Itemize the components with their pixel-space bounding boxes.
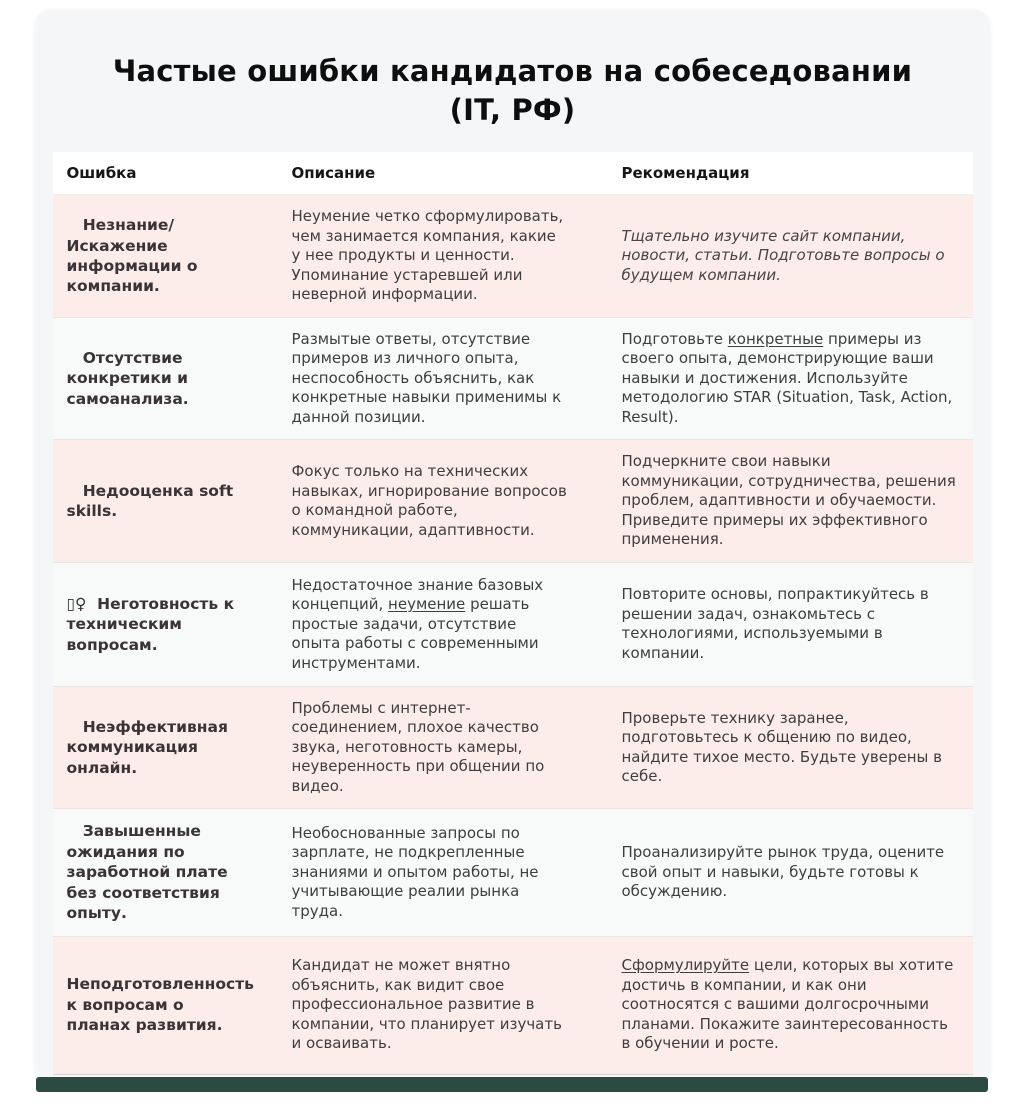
mistake-cell: Неподготовленность к вопросам о планах развития.	[66, 975, 254, 1035]
recommendation-cell: Проверьте технику заранее, подготовьтесь к общению по видео, найдите тихое место. Будьте уверены в себе.	[621, 708, 942, 786]
recommendation-cell: Повторите основы, попрактикуйтесь в решении задач, ознакомьтесь с технологиями, используемыми в компании.	[621, 585, 929, 662]
recommendation-cell: Подчеркните свои навыки коммуникации, сотрудничества, решения проблем, адаптивности и обучаемости. Приведите примеры их эффективного применения.	[621, 452, 956, 549]
mistake-cell: Завышенные ожидания по заработной плате без соответствия опыту.	[66, 822, 228, 923]
page-title	[65, 52, 960, 130]
footer-accent-bar	[36, 1077, 988, 1092]
description-cell: Недостаточное знание базовых концепций, неумение решать простые задачи, отсутствие опыта работы с современными инструментами.	[291, 575, 544, 672]
column-header-recommendation: Рекомендация	[621, 164, 750, 183]
table-row	[53, 808, 973, 935]
recommendation-cell: Подготовьте конкретные примеры из своего опыта, демонстрирующие ваши навыки и достижения. Используйте методологию STAR (Situation, Task, Action, Result).	[621, 329, 953, 426]
table-row	[53, 439, 973, 562]
description-cell: Проблемы с интернет-соединением, плохое качество звука, неготовность камеры, неуверенность при общении по видео.	[291, 698, 545, 795]
recommendation-cell: Сформулируйте цели, которых вы хотите достичь в компании, и как они соотносятся с вашими долгосрочными планами. Покажите заинтересованность в обучении и росте.	[621, 956, 954, 1053]
column-header-description: Описание	[291, 164, 376, 183]
table-row	[53, 936, 973, 1075]
mistake-cell: Отсутствие конкретики и самоанализа.	[66, 348, 189, 408]
description-cell: Размытые ответы, отсутствие примеров из личного опыта, неспособность объяснить, как конкретные навыки применимы к данной позиции.	[291, 329, 562, 426]
page-title-line1: Частые ошибки кандидатов на собеседовании	[112, 54, 913, 88]
description-cell: Неумение четко сформулировать, чем занимается компания, какие у нее продукты и ценности. Упоминание устаревшей или неверной информации.	[291, 207, 564, 304]
table-row	[53, 317, 973, 440]
table-row	[53, 195, 973, 317]
mistake-cell: Недооценка soft skills.	[66, 481, 234, 521]
mistake-cell: ▯♀ Неготовность к техническим вопросам.	[66, 594, 235, 654]
recommendation-cell: Проанализируйте рынок труда, оцените свой опыт и навыки, будьте готовы к обсуждению.	[621, 843, 945, 901]
mistakes-table	[53, 152, 973, 1074]
recommendation-cell: Тщательно изучите сайт компании, новости, статьи. Подготовьте вопросы о будущем компании.	[621, 226, 945, 284]
description-cell: Необоснованные запросы по зарплате, не подкрепленные знаниями и опытом работы, не учитывающие реалии рынка труда.	[291, 823, 539, 920]
infographic-card	[35, 10, 990, 1085]
mistake-cell: Неэффективная коммуникация онлайн.	[66, 717, 228, 777]
mistake-cell: Незнание/ Искажение информации о компании.	[66, 216, 198, 296]
table-row	[53, 686, 973, 809]
table-header-row	[53, 152, 973, 195]
page-title-line2: (IT, РФ)	[449, 93, 576, 128]
table-row	[53, 562, 973, 686]
description-cell: Кандидат не может внятно объяснить, как видит свое профессиональное развитие в компании, что планирует изучать и осваивать.	[291, 956, 562, 1053]
description-cell: Фокус только на технических навыках, игнорирование вопросов о командной работе, коммуникации, адаптивности.	[291, 462, 567, 539]
table-body	[53, 195, 973, 1074]
column-header-mistake: Ошибка	[66, 164, 137, 183]
